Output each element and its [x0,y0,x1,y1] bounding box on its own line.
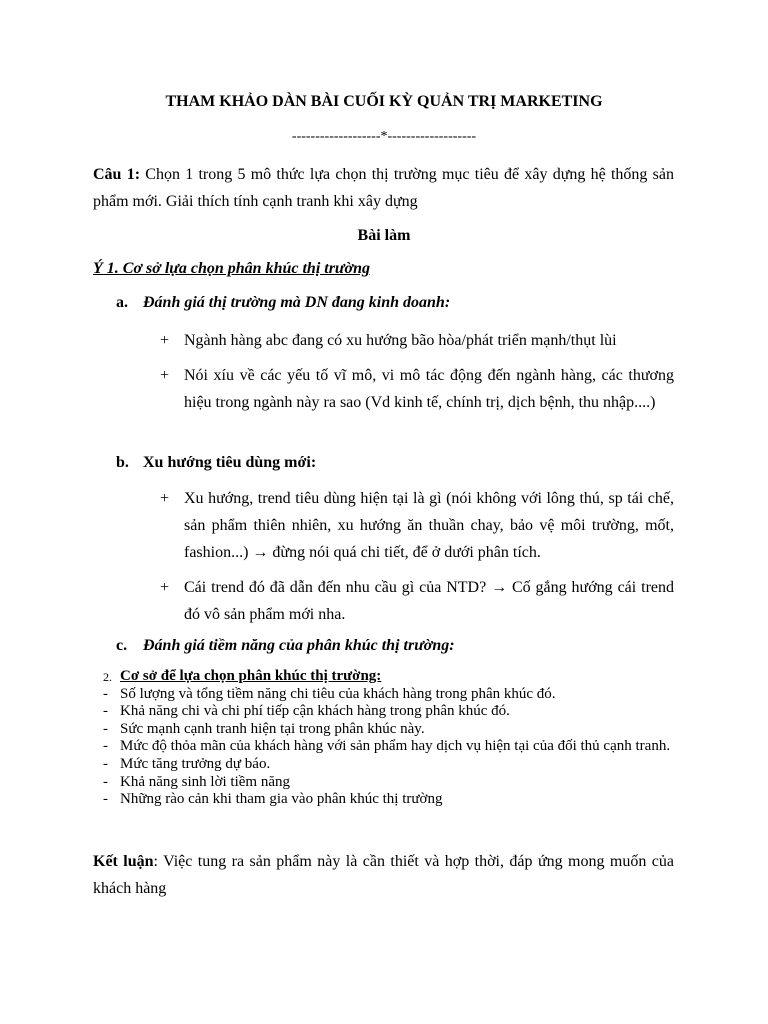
section-a-bullet-1 [160,327,674,354]
section-c-label: c. [116,637,128,654]
question-label: Câu 1: [93,166,141,183]
dash-marker: - [103,738,108,755]
title-divider: -------------------*------------------- [291,129,477,144]
list-item [100,774,680,792]
bullet-text: Nói xíu về các yếu tố vĩ mô, vi mô tác động đến ngành hàng, các thương hiệu trong ngành này ra sao (Vd kinh tế, chính trị, dịch bệnh, thu nhập....) [184,367,674,411]
section-b-title: Xu hướng tiêu dùng mới: [143,454,317,471]
list-item-text: Sức mạnh cạnh tranh hiện tại trong phân khúc này. [120,720,425,737]
section-a-heading [116,294,450,312]
section-b-bullet-1 [160,485,674,566]
question-text: Chọn 1 trong 5 mô thức lựa chọn thị trường mục tiêu để xây dựng hệ thống sản phẩm mới. Giải thích tính cạnh tranh khi xây dựng [93,166,675,210]
list-item-text: Mức tăng trưởng dự báo. [120,755,271,772]
list-item-text: Khả năng chi và chi phí tiếp cận khách hàng trong phân khúc đó. [120,703,510,720]
dash-marker: - [103,791,108,808]
section-a-bullet-2 [160,362,674,416]
document-title: THAM KHẢO DÀN BÀI CUỐI KỲ QUẢN TRỊ MARKETING [165,93,603,110]
question-1 [93,161,674,215]
list-item [100,738,680,756]
bullet-text: Xu hướng, trend tiêu dùng hiện tại là gì (nói không với lông thú, sp tái chế, sản phẩm thiên nhiên, xu hướng ăn thuần chay, bảo vệ môi trường, mốt, fashion...) → đừng nói quá chi tiết, để ở dưới phân tích. [184,490,674,561]
dash-marker: - [103,755,108,772]
list-item [100,791,680,809]
list-item-text: Những rào cản khi tham gia vào phân khúc thị trường [120,791,443,808]
criteria-heading-text: Cơ sở để lựa chọn phân khúc thị trường: [120,668,382,684]
section-c-heading [116,637,455,655]
dash-marker: - [103,685,108,702]
section-y1-heading: Ý 1. Cơ sở lựa chọn phân khúc thị trường [93,260,370,277]
bullet-text: Cái trend đó đã dẫn đến nhu cầu gì của NTD? → Cố gắng hướng cái trend đó vô sản phẩm mới nha. [184,579,674,623]
dash-marker: - [103,703,108,720]
list-item [100,686,680,704]
list-item-text: Mức độ thỏa mãn của khách hàng với sản phẩm hay dịch vụ hiện tại của đối thủ cạnh tranh. [120,738,671,755]
bullet-text: Ngành hàng abc đang có xu hướng bão hòa/phát triển mạnh/thụt lùi [184,332,617,349]
list-item [100,721,680,739]
section-b-label: b. [116,454,129,471]
criteria-list [100,668,680,809]
conclusion-text: : Việc tung ra sản phẩm này là cần thiết và hợp thời, đáp ứng mong muốn của khách hàng [93,853,674,897]
list-item-text: Khả năng sinh lời tiềm năng [120,773,290,790]
criteria-heading [100,668,680,686]
answer-heading: Bài làm [357,227,411,244]
section-c-title: Đánh giá tiềm năng của phân khúc thị trường: [143,637,455,654]
list-item [100,756,680,774]
section-a-label: a. [116,294,128,311]
section-b-heading [116,454,316,472]
section-b-bullet-2 [160,574,674,628]
bullet-marker: + [160,579,170,596]
criteria-number: 2. [103,670,112,684]
list-item [100,703,680,721]
section-a-title: Đánh giá thị trường mà DN đang kinh doanh: [143,294,451,311]
list-item-text: Số lượng và tổng tiềm năng chi tiêu của khách hàng trong phân khúc đó. [120,685,556,702]
bullet-marker: + [160,490,170,507]
bullet-marker: + [160,332,170,349]
dash-marker: - [103,773,108,790]
bullet-marker: + [160,367,170,384]
conclusion-label: Kết luận [93,853,154,870]
dash-marker: - [103,720,108,737]
conclusion [93,848,674,902]
